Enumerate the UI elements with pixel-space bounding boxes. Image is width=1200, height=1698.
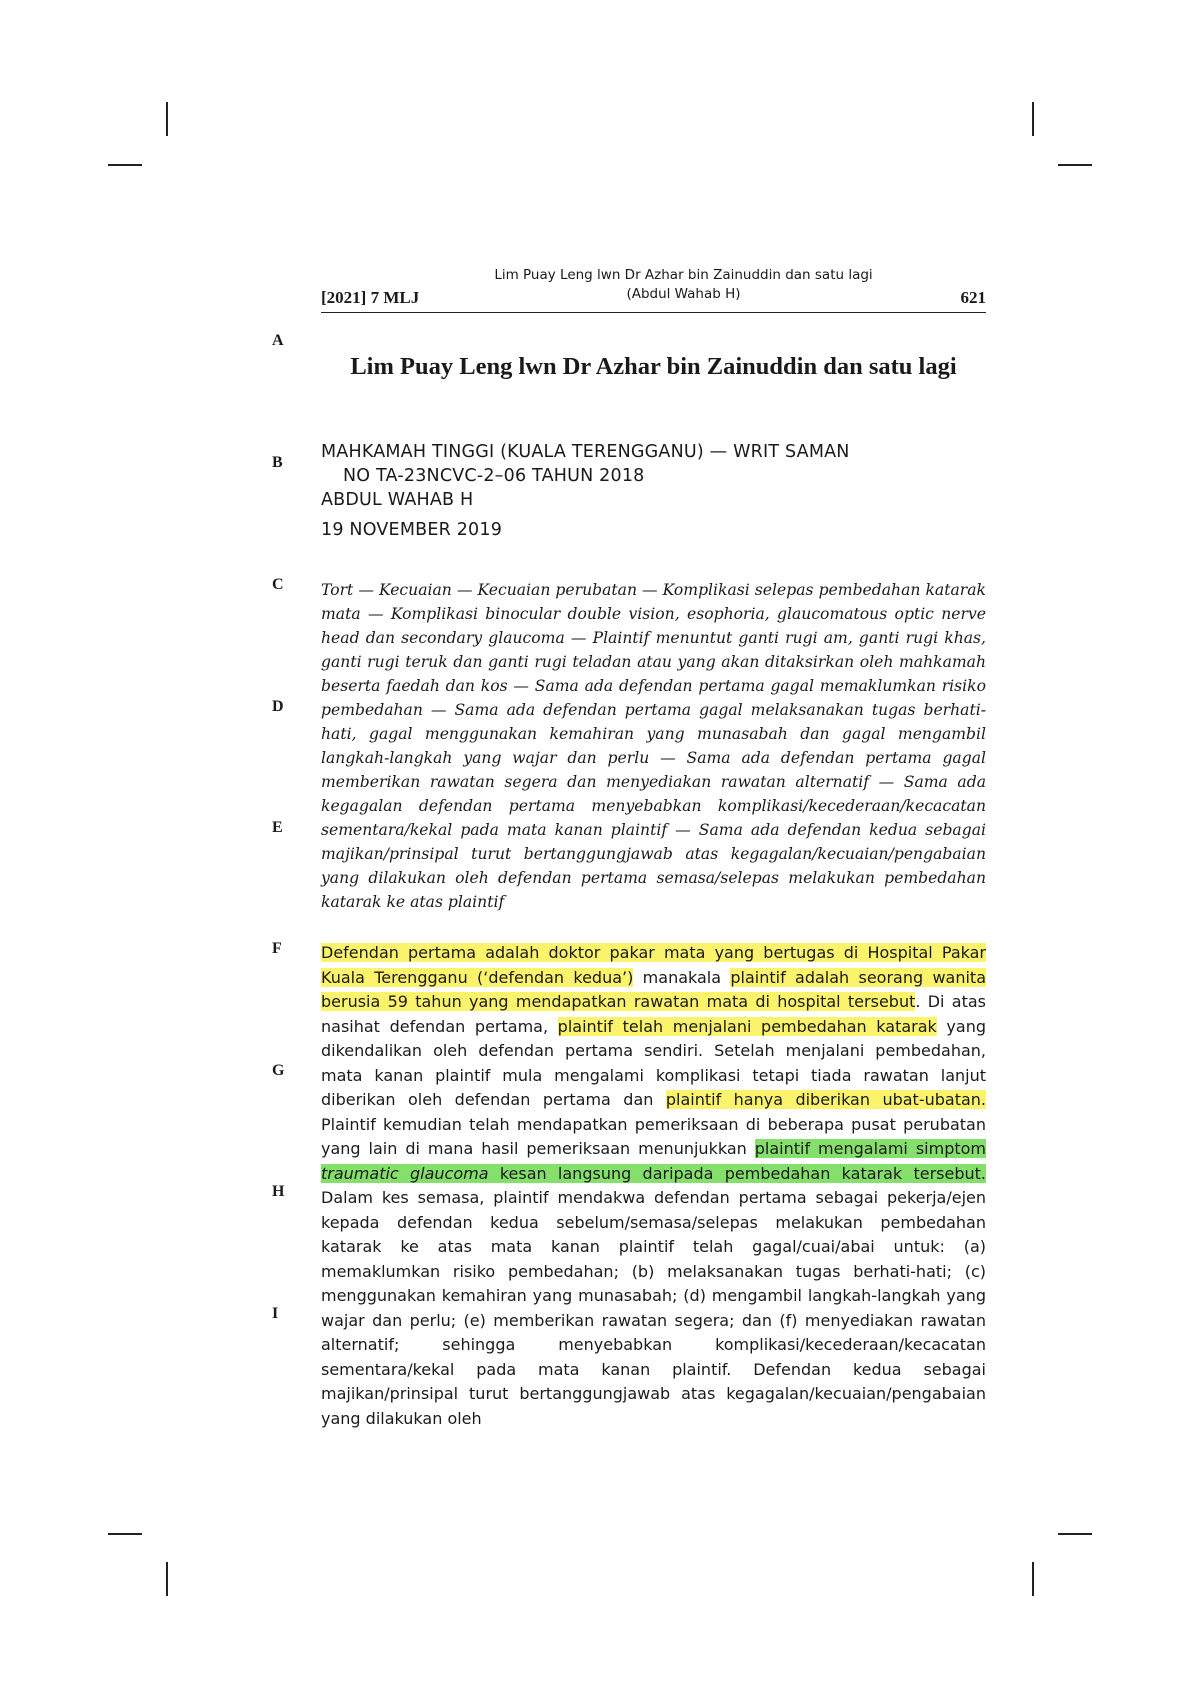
highlight-yellow: Defendan pertama adalah doktor pakar mata yang bertugas di Hospital Pakar Kuala Terengganu (‘defendan kedua’) [321,943,986,987]
running-judge: (Abdul Wahab H) [626,286,741,302]
margin-letter-c: C [272,576,284,593]
margin-letter-d: D [272,698,284,715]
headnote-text: Dalam kes semasa, plaintif mendakwa defendan pertama sebagai pekerja/ejen kepada defendan kedua sebelum/semasa/selepas melakukan pembedahan katarak ke atas mata kanan plaintif telah gagal/cuai/abai untuk: (a) memaklumkan risiko pembedahan; (b) melaksanakan tugas berhati-hati; (c) menggunakan kemahiran yang munasabah; (d) mengambil langkah-langkah yang wajar dan perlu; (e) memberikan rawatan segera; dan (f) menyediakan rawatan alternatif; sehingga menyebabkan komplikasi/kecederaan/kecacatan sementara/kekal pada mata kanan plaintif. Defendan kedua sebagai majikan/prinsipal turut bertanggungjawab atas kegagalan/kecuaian/pengabaian yang dilakukan oleh [321,1188,986,1428]
crop-mark [1032,102,1034,136]
crop-mark [1058,164,1092,166]
running-title-block [461,266,906,304]
margin-letter-e: E [272,819,283,836]
court-block [321,440,986,542]
margin-letter-b: B [272,454,283,471]
margin-letter-f: F [272,940,282,957]
headnote-text: . Di atas nasihat defendan pertama, [321,992,986,1036]
headnote-text: yang dikendalikan oleh defendan pertama sendiri. Setelah menjalani pembedahan, mata kanan plaintif mula mengalami komplikasi tetapi tiada rawatan lanjut diberikan oleh defendan pertama dan [321,1016,987,1109]
headnote [321,941,986,1431]
highlight-green-text: kesan langsung daripada pembedahan katarak tersebut. [488,1163,987,1183]
running-title: Lim Puay Leng lwn Dr Azhar bin Zainuddin dan satu lagi [494,267,873,283]
headnote-text: Plaintif kemudian telah mendapatkan pemeriksaan di beberapa pusat perubatan yang lain di mana hasil pemeriksaan menunjukkan [321,1114,986,1158]
highlight-green-italic: traumatic glaucoma [321,1163,489,1183]
court-line-1: MAHKAMAH TINGGI (KUALA TERENGGANU) — WRIT SAMAN [321,442,850,462]
margin-letter-g: G [272,1062,285,1079]
highlight-yellow: plaintif adalah seorang wanita berusia 59 tahun yang mendapatkan rawatan mata di hospital tersebut [321,967,986,1011]
crop-mark [108,1533,142,1535]
court-line-2: NO TA-23NCVC-2–06 TAHUN 2018 [343,466,645,486]
margin-letter-h: H [272,1183,285,1200]
crop-mark [108,164,142,166]
margin-letter-i: I [272,1305,279,1322]
judge-name: ABDUL WAHAB H [321,490,474,510]
catchwords: Tort — Kecuaian — Kecuaian perubatan — Komplikasi selepas pembedahan katarak mata — Komplikasi binocular double vision, esophoria, glaucomatous optic nerve head dan secondary glaucoma — Plaintif menuntut ganti rugi am, ganti rugi khas, ganti rugi teruk dan ganti rugi teladan atau yang akan ditaksirkan oleh mahkamah beserta faedah dan kos — Sama ada defendan pertama gagal memaklumkan risiko pembedahan — Sama ada defendan pertama gagal melaksanakan tugas berhati-hati, gagal menggunakan kemahiran yang munasabah dan gagal mengambil langkah-langkah yang wajar dan perlu — Sama ada defendan pertama gagal memberikan rawatan segera dan menyediakan rawatan alternatif — Sama ada kegagalan defendan pertama menyebabkan komplikasi/kecederaan/kecacatan sementara/kekal pada mata kanan plaintif — Sama ada defendan kedua sebagai majikan/prinsipal turut bertanggungjawab atas kegagalan/kecuaian/pengabaian yang dilakukan oleh defendan pertama semasa/selepas melakukan pembedahan katarak ke atas plaintif [321,581,986,911]
headnote-text: manakala [633,967,731,987]
running-header [321,266,986,313]
highlight-yellow: plaintif telah menjalani pembedahan katarak [557,1016,937,1036]
crop-mark [1032,1562,1034,1596]
highlight-yellow: plaintif hanya diberikan ubat-ubatan. [665,1090,986,1109]
case-title: Lim Puay Leng lwn Dr Azhar bin Zainuddin dan satu lagi [350,353,957,380]
judgment-date: 19 NOVEMBER 2019 [321,520,503,540]
citation: [2021] 7 MLJ [321,288,420,307]
margin-letter-a: A [272,332,284,349]
highlight-green-text: plaintif mengalami simptom [754,1139,986,1158]
page-number: 621 [960,288,986,307]
crop-mark [166,1562,168,1596]
crop-mark [1058,1533,1092,1535]
crop-mark [166,102,168,136]
